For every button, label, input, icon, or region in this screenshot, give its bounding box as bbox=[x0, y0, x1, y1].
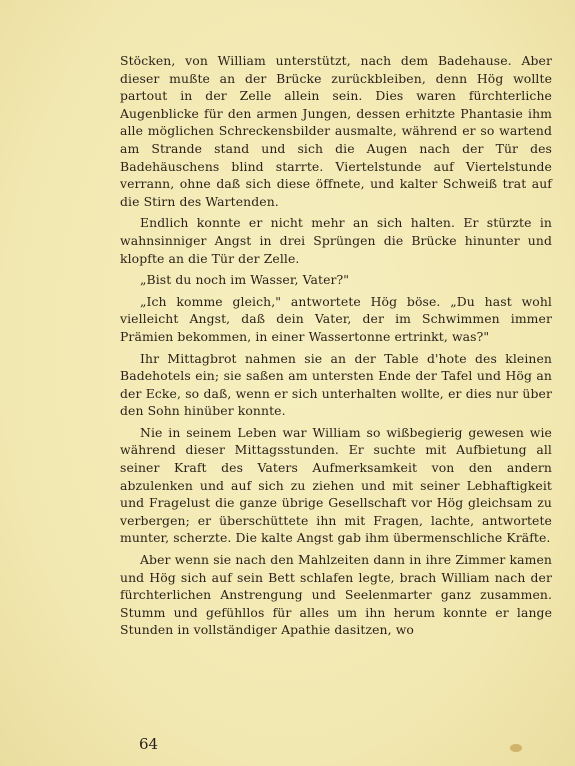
paper-stain bbox=[510, 744, 522, 752]
paragraph: Ihr Mittagbrot nahmen sie an der Table d'hote des kleinen Badehotels ein; sie saßen am untersten Ende der Tafel und Hög an der Ecke, so daß, wenn er sich unterhalten wollte, er dies nur über den Sohn hinüber konnte. bbox=[120, 350, 552, 419]
paragraph: Stöcken, von William unterstützt, nach dem Badehause. Aber dieser mußte an der Brücke zurückbleiben, denn Hög wollte partout in der Zelle allein sein. Dies waren fürchterliche Augenblicke für den armen Jungen, dessen erhitzte Phantasie ihm alle möglichen Schreckensbilder ausmalte, während er so wartend am Strande stand und sich die Augen nach der Tür des Badehäuschens blind starrte. Viertelstunde auf Viertelstunde verrann, ohne daß sich diese öffnete, und kalter Schweiß trat auf die Stirn des Wartenden. bbox=[120, 53, 552, 209]
paragraph: „Bist du noch im Wasser, Vater?" bbox=[140, 272, 350, 288]
paragraph: Aber wenn sie nach den Mahlzeiten dann in ihre Zimmer kamen und Hög sich auf sein Bett schlafen legte, brach William nach der fürchterlichen Anstrengung und Seelenmarter ganz zusammen. Stumm und gefühllos für alles um ihn herum konnte er lange Stunden in vollständiger Apathie dasitzen, wo bbox=[120, 552, 552, 638]
body-text bbox=[120, 52, 552, 643]
paragraph: „Ich komme gleich," antwortete Hög böse. „Du hast wohl vielleicht Angst, daß dein Vater, der im Schwimmen immer Prämien bekommen, in einer Wassertonne ertrinkt, was?" bbox=[120, 293, 552, 344]
paragraph: Endlich konnte er nicht mehr an sich halten. Er stürzte in wahnsinniger Angst in drei Sprüngen die Brücke hinunter und klopfte an die Tür der Zelle. bbox=[120, 215, 552, 266]
paragraph: Nie in seinem Leben war William so wißbegierig gewesen wie während dieser Mittagsstunden. Er suchte mit Aufbietung all seiner Kraft des Vaters Aufmerksamkeit von den andern abzulenken und auf sich zu ziehen und mit seiner Lebhaftigkeit und Fragelust die ganze übrige Gesellschaft vor Hög gleichsam zu verbergen; er überschüttete ihn mit Fragen, lachte, antwortete munter, scherzte. Die kalte Angst gab ihm übermenschliche Kräfte. bbox=[120, 424, 552, 546]
page-number: 64 bbox=[139, 735, 159, 753]
